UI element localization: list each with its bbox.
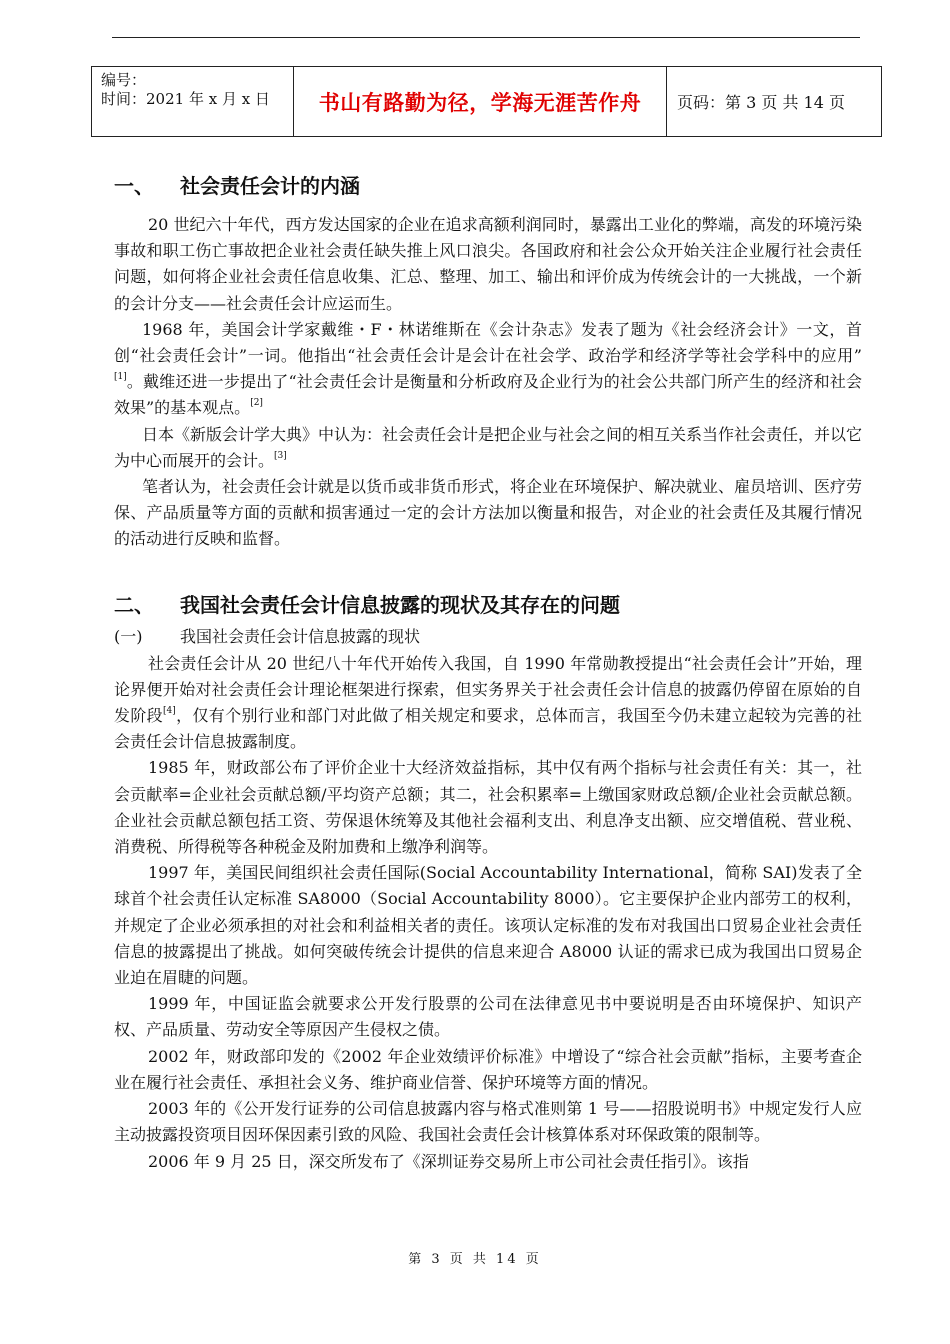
header-motto-cell: [294, 67, 667, 136]
section-heading-1: [114, 168, 862, 204]
paragraph-text: 20 世纪六十年代，西方发达国家的企业在追求高额利润同时，暴露出工业化的弊端，高发的环境污染事故和职工伤亡事故把企业社会责任缺失推上风口浪尖。各国政府和社会公众开始关注企业履行社会责任问题，如何将企业社会责任信息收集、汇总、整理、加工、输出和评价成为传统会计的一大挑战，一个新的会计分支——社会责任会计应运而生。: [114, 215, 862, 313]
paragraph: [114, 1149, 862, 1175]
section-title: 社会责任会计的内涵: [180, 174, 360, 198]
paragraph: [114, 651, 862, 756]
paragraph: [114, 212, 862, 317]
citation-ref: [2]: [250, 398, 263, 409]
spacer: [114, 204, 862, 212]
paragraph: [114, 991, 862, 1043]
paragraph-text: 社会责任会计从 20 世纪八十年代开始传入我国，自 1990 年常勋教授提出“社会责任会计”开始，理论界便开始对社会责任会计理论框架进行探索，但实务界关于社会责任会计信息的披露仍停留在原始的自发阶段: [114, 653, 862, 726]
header-info-cell: [92, 67, 294, 136]
page-header-table: [91, 66, 882, 137]
paragraph-text: 1968 年，美国会计学家戴维・F・林诺维斯在《会计杂志》发表了题为《社会经济会计》一文，首创“社会责任会计”一词。他指出“社会责任会计是会计在社会学、政治学和经济学等社会学科中的应用”: [114, 319, 862, 366]
citation-ref: [1]: [114, 372, 127, 383]
section-title: 我国社会责任会计信息披露的现状及其存在的问题: [180, 592, 620, 617]
document-body: [114, 168, 862, 1175]
paragraph-text: 。戴维还进一步提出了“社会责任会计是衡量和分析政府及企业行为的社会公共部门所产生的经济和社会效果”的基本观点。: [114, 372, 862, 418]
paragraph-text: 1985 年，财政部公布了评价企业十大经济效益指标，其中仅有两个指标与社会责任有关：其一，社会贡献率=企业社会贡献总额/平均资产总额；其二，社会积累率=上缴国家财政总额/企业社会贡献总额。企业社会贡献总额包括工资、劳保退休统筹及其他社会福利支出、利息净支出额、应交增值税、营业税、消费税、所得税等各种税金及附加费和上缴净利润等。: [114, 758, 862, 857]
paragraph-text: 笔者认为，社会责任会计就是以货币或非货币形式，将企业在环境保护、解决就业、雇员培训、医疗劳保、产品质量等方面的贡献和损害通过一定的会计方法加以衡量和报告，对企业的社会责任及其履行情况的活动进行反映和监督。: [114, 477, 863, 549]
page-label: 页码：第 3 页 共 14 页: [677, 93, 845, 112]
paragraph-text: 1997 年，美国民间组织社会责任国际(Social Accountability International，简称 SAI)发表了全球首个社会责任认定标准 SA8000（Social Accountability 8000）。它主要保护企业内部劳工的权利，并规定了企业必须承担的对社会和利益相关者的责任。该项认定标准的发布对我国出口贸易企业社会责任信息的披露提出了挑战。如何突破传统会计提供的信息来迎合 A8000 认证的需求已成为我国出口贸易企业迫在眉睫的问题。: [114, 863, 862, 988]
section-number: 二、: [114, 592, 154, 617]
paragraph-text: 2006 年 9 月 25 日，深交所发布了《深圳证券交易所上市公司社会责任指引》。该指: [148, 1151, 749, 1171]
paragraph-text: 2002 年，财政部印发的《2002 年企业效绩评价标准》中增设了“综合社会贡献”指标，主要考查企业在履行社会责任、承担社会义务、维护商业信誉、保护环境等方面的情况。: [114, 1046, 862, 1092]
paragraph: [114, 755, 862, 860]
paragraph-text: ，仅有个别行业和部门对此做了相关规定和要求，总体而言，我国至今仍未建立起较为完善的社会责任会计信息披露制度。: [114, 706, 862, 752]
section-number: 一、: [114, 174, 154, 198]
paragraph-text: 日本《新版会计学大典》中认为：社会责任会计是把企业与社会之间的相互关系当作社会责任，并以它为中心而展开的会计。: [114, 424, 863, 470]
subsection-title: 我国社会责任会计信息披露的现状: [180, 626, 421, 646]
paragraph: [114, 422, 862, 474]
paragraph: [114, 317, 862, 422]
paragraph: [114, 1096, 862, 1148]
motto-text: 书山有路勤为径，学海无涯苦作舟: [318, 90, 642, 115]
citation-ref: [4]: [163, 706, 176, 717]
time-label: 时间：2021 年 x 月 x 日: [101, 90, 270, 108]
page-footer: 第 3 页 共 14 页: [408, 1252, 542, 1267]
header-page-cell: [667, 67, 881, 136]
code-label: 编号：: [101, 71, 147, 89]
paragraph-text: 1999 年，中国证监会就要求公开发行股票的公司在法律意见书中要说明是否由环境保护、知识产权、产品质量、劳动安全等原因产生侵权之债。: [114, 994, 862, 1040]
subsection-heading: [114, 623, 862, 651]
paragraph: [114, 860, 862, 991]
paragraph: [114, 474, 862, 553]
citation-ref: [3]: [274, 450, 287, 461]
subsection-number: (一): [114, 626, 143, 646]
paragraph-text: 2003 年的《公开发行证券的公司信息披露内容与格式准则第 1 号——招股说明书》中规定发行人应主动披露投资项目因环保因素引致的风险、我国社会责任会计核算体系对环保政策的限制等。: [114, 1099, 862, 1145]
section-heading-2: [114, 587, 862, 623]
top-rule: [112, 37, 860, 38]
paragraph: [114, 1044, 862, 1096]
spacer: [114, 553, 862, 587]
